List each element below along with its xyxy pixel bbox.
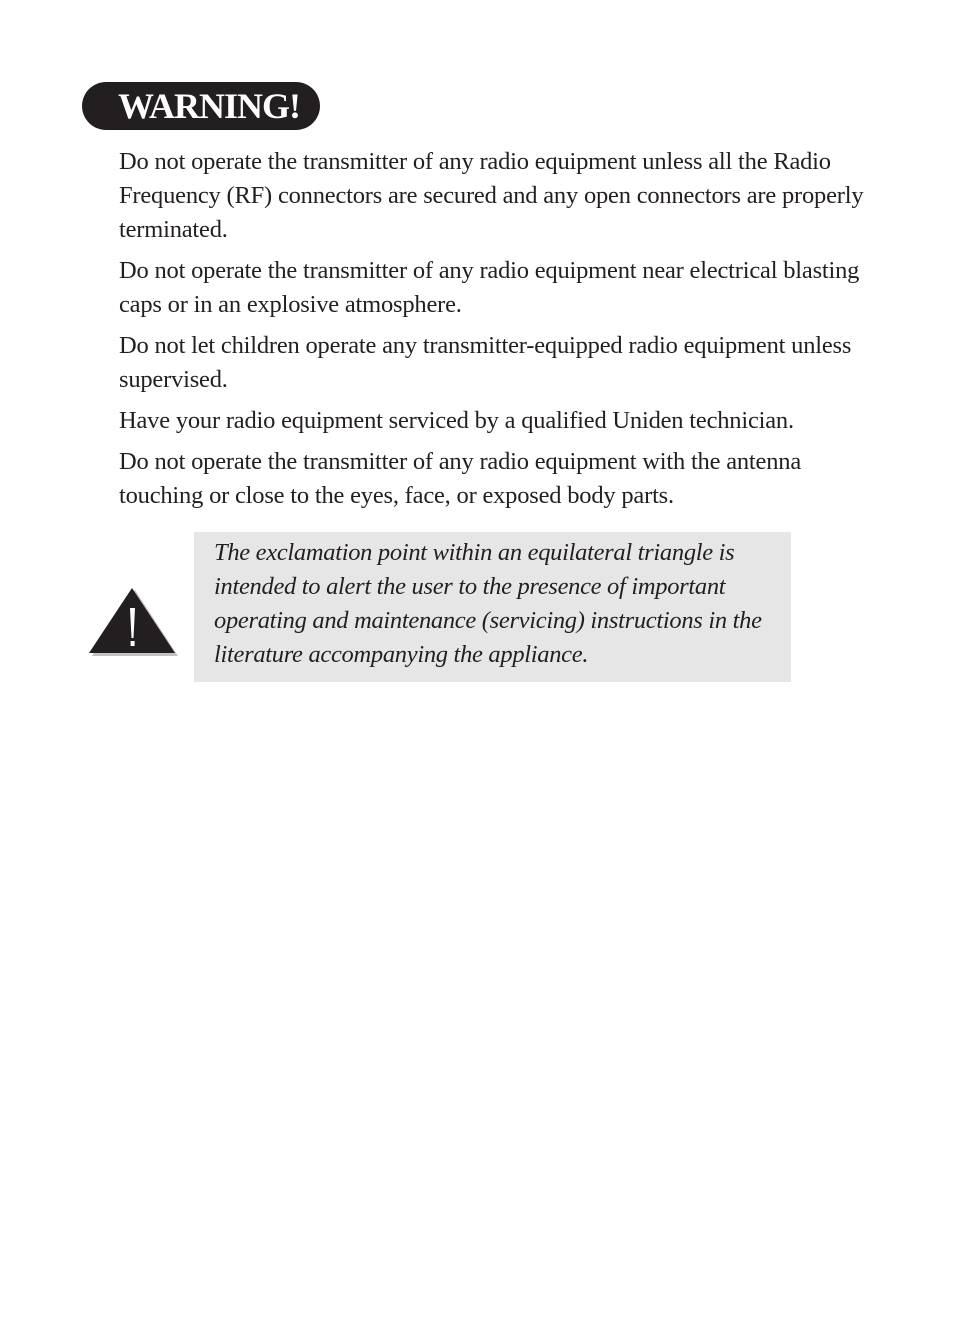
- warning-paragraph-blasting-caps: Do not operate the transmitter of any radio equipment near electrical blasting caps or in an explosive atmosphere.: [119, 257, 860, 318]
- warning-paragraph-antenna: Do not operate the transmitter of any radio equipment with the antenna touching or close to the eyes, face, or exposed body parts.: [119, 448, 801, 509]
- warning-title: WARNING!: [118, 86, 301, 126]
- warning-paragraph-rf-connectors: Do not operate the transmitter of any radio equipment unless all the Radio Frequency (RF) connectors are secured and any open connectors are properly terminated.: [119, 148, 864, 243]
- warning-paragraph-children: Do not let children operate any transmitter-equipped radio equipment unless supervised.: [119, 332, 852, 393]
- note-box: [194, 532, 791, 682]
- warning-triangle-icon: [86, 586, 178, 656]
- warning-paragraph-service: Have your radio equipment serviced by a qualified Uniden technician.: [119, 407, 794, 434]
- warning-badge: [82, 82, 320, 130]
- warning-list: [119, 145, 879, 520]
- note-text: The exclamation point within an equilateral triangle is intended to alert the user to the presence of important operating and maintenance (servicing) instructions in the literature accompanying the appliance.: [214, 539, 762, 668]
